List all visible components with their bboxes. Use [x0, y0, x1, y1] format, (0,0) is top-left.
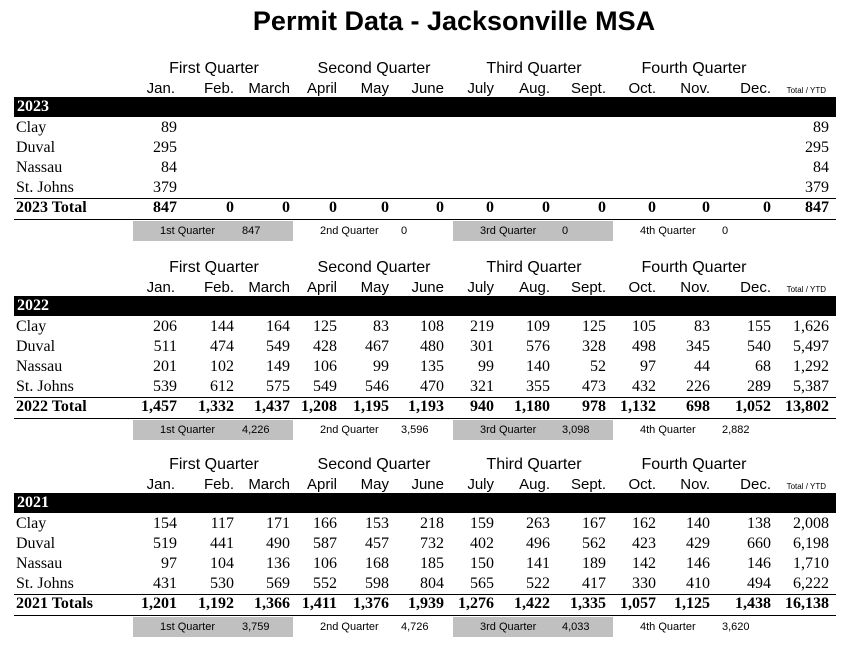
table-row [14, 318, 836, 338]
quarter-header: Second Quarter [317, 259, 431, 276]
month-header: Nov. [680, 476, 710, 493]
ytd-value: 84 [813, 159, 829, 176]
year-block-2022 [0, 259, 850, 459]
month-header: May [360, 279, 389, 296]
cell-value: 138 [747, 515, 771, 532]
quarter-summary-value: 0 [401, 225, 408, 237]
cell-value: 428 [313, 338, 337, 355]
quarter-summary [133, 221, 293, 241]
cell-value: 321 [470, 378, 494, 395]
quarter-summary-label: 2nd Quarter [320, 424, 379, 436]
cell-value: 0 [542, 199, 550, 216]
ytd-value: 1,710 [793, 555, 829, 572]
cell-value: 155 [747, 318, 771, 335]
quarter-summary [613, 221, 773, 241]
cell-value: 97 [640, 358, 656, 375]
cell-value: 52 [590, 358, 606, 375]
quarter-summary-value: 847 [242, 225, 261, 237]
cell-value: 0 [381, 199, 389, 216]
month-header: Oct. [628, 476, 656, 493]
cell-value: 83 [373, 318, 389, 335]
cell-value: 1,057 [620, 595, 656, 612]
cell-value: 519 [153, 535, 177, 552]
cell-value: 549 [266, 338, 290, 355]
cell-value: 1,201 [141, 595, 177, 612]
year-bar [14, 493, 836, 513]
month-header: Feb. [203, 279, 234, 296]
quarter-summary [453, 221, 613, 241]
quarter-summary [293, 221, 453, 241]
month-header: April [306, 80, 337, 97]
total-row [14, 595, 836, 615]
page-title: Permit Data - Jacksonville MSA [252, 6, 656, 36]
ytd-value: 13,802 [785, 398, 829, 415]
cell-value: 1,132 [620, 398, 656, 415]
cell-value: 83 [694, 318, 710, 335]
cell-value: 732 [420, 535, 444, 552]
cell-value: 109 [526, 318, 550, 335]
cell-value: 97 [161, 555, 177, 572]
cell-value: 104 [210, 555, 234, 572]
ytd-header: Total / YTD [786, 86, 826, 95]
cell-value: 219 [470, 318, 494, 335]
quarter-header: First Quarter [169, 259, 259, 276]
cell-value: 108 [420, 318, 444, 335]
cell-value: 0 [598, 199, 606, 216]
ytd-value: 6,222 [793, 575, 829, 592]
quarter-summary [613, 617, 773, 637]
cell-value: 473 [582, 378, 606, 395]
table-row [14, 119, 836, 139]
quarter-header: Fourth Quarter [641, 60, 747, 77]
table-row [14, 139, 836, 159]
cell-value: 0 [702, 199, 710, 216]
ytd-header: Total / YTD [786, 482, 826, 491]
month-header: Oct. [628, 279, 656, 296]
cell-value: 146 [686, 555, 710, 572]
quarter-header: Third Quarter [486, 60, 582, 77]
cell-value: 1,335 [570, 595, 606, 612]
cell-value: 549 [313, 378, 337, 395]
ytd-value: 16,138 [785, 595, 829, 612]
bottom-rule [14, 219, 836, 220]
quarter-header: Second Quarter [317, 60, 431, 77]
cell-value: 480 [420, 338, 444, 355]
cell-value: 1,411 [301, 595, 337, 612]
quarter-summary-value: 0 [562, 225, 569, 237]
cell-value: 201 [153, 358, 177, 375]
row-label: 2021 Totals [16, 595, 93, 612]
cell-value: 154 [153, 515, 177, 532]
cell-value: 1,366 [254, 595, 290, 612]
cell-value: 140 [526, 358, 550, 375]
quarter-header: First Quarter [169, 60, 259, 77]
cell-value: 206 [153, 318, 177, 335]
month-header: Jan. [146, 476, 175, 493]
year-block-2023 [0, 60, 850, 260]
row-label: Nassau [16, 555, 63, 572]
month-header: Aug. [519, 476, 550, 493]
cell-value: 144 [210, 318, 234, 335]
cell-value: 105 [632, 318, 656, 335]
row-label: 2023 Total [16, 199, 87, 216]
cell-value: 289 [747, 378, 771, 395]
cell-value: 295 [153, 139, 177, 156]
cell-value: 417 [582, 575, 606, 592]
cell-value: 167 [582, 515, 606, 532]
ytd-value: 1,626 [793, 318, 829, 335]
cell-value: 470 [420, 378, 444, 395]
cell-value: 355 [526, 378, 550, 395]
quarter-header: Fourth Quarter [641, 259, 747, 276]
cell-value: 522 [526, 575, 550, 592]
cell-value: 0 [648, 199, 656, 216]
table-row [14, 159, 836, 179]
cell-value: 539 [153, 378, 177, 395]
table-row [14, 358, 836, 378]
ytd-value: 379 [805, 179, 829, 196]
table-row [14, 535, 836, 555]
cell-value: 432 [632, 378, 656, 395]
month-header: Oct. [628, 80, 656, 97]
year-bar [14, 296, 836, 316]
month-header: Feb. [203, 80, 234, 97]
cell-value: 698 [686, 398, 710, 415]
cell-value: 263 [526, 515, 550, 532]
year-bar [14, 97, 836, 117]
cell-value: 102 [210, 358, 234, 375]
quarter-summary [453, 617, 613, 637]
month-header: May [360, 80, 389, 97]
row-label: Duval [16, 338, 56, 355]
month-header: March [248, 279, 290, 296]
cell-value: 441 [210, 535, 234, 552]
cell-value: 106 [313, 555, 337, 572]
ytd-value: 5,387 [793, 378, 829, 395]
bottom-rule [14, 418, 836, 419]
month-header: March [248, 476, 290, 493]
cell-value: 301 [470, 338, 494, 355]
cell-value: 552 [313, 575, 337, 592]
quarter-summary-value: 3,596 [401, 424, 429, 436]
cell-value: 345 [686, 338, 710, 355]
quarter-summary-value: 3,620 [722, 621, 750, 633]
cell-value: 660 [747, 535, 771, 552]
cell-value: 125 [313, 318, 337, 335]
table-row [14, 515, 836, 535]
cell-value: 150 [470, 555, 494, 572]
month-header: Dec. [740, 80, 771, 97]
ytd-value: 5,497 [793, 338, 829, 355]
month-header: April [306, 476, 337, 493]
cell-value: 498 [632, 338, 656, 355]
cell-value: 166 [313, 515, 337, 532]
quarter-summary-label: 2nd Quarter [320, 225, 379, 237]
month-header: April [306, 279, 337, 296]
quarter-summary-label: 1st Quarter [160, 424, 216, 436]
cell-value: 940 [470, 398, 494, 415]
cell-value: 226 [686, 378, 710, 395]
month-header: Aug. [519, 80, 550, 97]
quarter-summary-value: 3,759 [242, 621, 270, 633]
month-header: Aug. [519, 279, 550, 296]
cell-value: 587 [313, 535, 337, 552]
cell-value: 1,438 [735, 595, 771, 612]
cell-value: 164 [266, 318, 290, 335]
cell-value: 565 [470, 575, 494, 592]
quarter-summary-value: 4,033 [562, 621, 590, 633]
cell-value: 612 [210, 378, 234, 395]
cell-value: 99 [373, 358, 389, 375]
cell-value: 1,276 [458, 595, 494, 612]
cell-value: 0 [282, 199, 290, 216]
cell-value: 569 [266, 575, 290, 592]
cell-value: 125 [582, 318, 606, 335]
cell-value: 89 [161, 119, 177, 136]
month-header: July [467, 279, 494, 296]
cell-value: 162 [632, 515, 656, 532]
ytd-value: 6,198 [793, 535, 829, 552]
cell-value: 423 [632, 535, 656, 552]
cell-value: 0 [226, 199, 234, 216]
ytd-value: 1,292 [793, 358, 829, 375]
cell-value: 546 [365, 378, 389, 395]
quarter-header: Second Quarter [317, 456, 431, 473]
cell-value: 135 [420, 358, 444, 375]
ytd-header: Total / YTD [786, 285, 826, 294]
row-label: Duval [16, 535, 56, 552]
quarter-summary-label: 3rd Quarter [480, 424, 537, 436]
cell-value: 146 [747, 555, 771, 572]
total-row [14, 398, 836, 418]
ytd-value: 89 [813, 119, 829, 136]
row-label: St. Johns [16, 378, 74, 395]
cell-value: 575 [266, 378, 290, 395]
quarter-summary-label: 4th Quarter [640, 621, 696, 633]
cell-value: 474 [210, 338, 234, 355]
ytd-value: 2,008 [793, 515, 829, 532]
month-header: July [467, 476, 494, 493]
month-header: June [411, 476, 444, 493]
month-header: Sept. [570, 279, 606, 296]
cell-value: 1,208 [301, 398, 337, 415]
quarter-summary [293, 420, 453, 440]
cell-value: 153 [365, 515, 389, 532]
month-header: Nov. [680, 80, 710, 97]
quarter-summary [453, 420, 613, 440]
row-label: Clay [16, 515, 47, 532]
cell-value: 562 [582, 535, 606, 552]
cell-value: 379 [153, 179, 177, 196]
ytd-value: 847 [805, 199, 829, 216]
bottom-rule [14, 615, 836, 616]
cell-value: 494 [747, 575, 771, 592]
cell-value: 490 [266, 535, 290, 552]
cell-value: 1,437 [254, 398, 290, 415]
month-header: Feb. [203, 476, 234, 493]
row-label: 2022 Total [16, 398, 87, 415]
cell-value: 0 [486, 199, 494, 216]
cell-value: 1,125 [674, 595, 710, 612]
month-header: Jan. [146, 80, 175, 97]
cell-value: 1,052 [735, 398, 771, 415]
month-header: June [411, 80, 444, 97]
row-label: Clay [16, 119, 47, 136]
quarter-summary [293, 617, 453, 637]
cell-value: 44 [694, 358, 710, 375]
cell-value: 467 [365, 338, 389, 355]
cell-value: 1,422 [514, 595, 550, 612]
quarter-summary-label: 1st Quarter [160, 621, 216, 633]
quarter-summary-label: 3rd Quarter [480, 225, 537, 237]
cell-value: 0 [436, 199, 444, 216]
quarter-header: First Quarter [169, 456, 259, 473]
month-header: Nov. [680, 279, 710, 296]
quarter-summary-label: 4th Quarter [640, 424, 696, 436]
cell-value: 1,376 [353, 595, 389, 612]
cell-value: 0 [329, 199, 337, 216]
cell-value: 185 [420, 555, 444, 572]
cell-value: 140 [686, 515, 710, 532]
quarter-header: Third Quarter [486, 456, 582, 473]
cell-value: 328 [582, 338, 606, 355]
month-header: June [411, 279, 444, 296]
quarter-header: Third Quarter [486, 259, 582, 276]
cell-value: 1,939 [408, 595, 444, 612]
cell-value: 431 [153, 575, 177, 592]
cell-value: 68 [755, 358, 771, 375]
cell-value: 141 [526, 555, 550, 572]
quarter-summary-value: 4,726 [401, 621, 429, 633]
quarter-summary-value: 3,098 [562, 424, 590, 436]
cell-value: 530 [210, 575, 234, 592]
cell-value: 410 [686, 575, 710, 592]
month-header: Dec. [740, 279, 771, 296]
cell-value: 149 [266, 358, 290, 375]
cell-value: 576 [526, 338, 550, 355]
month-header: Sept. [570, 80, 606, 97]
quarter-summary [133, 420, 293, 440]
month-header: Jan. [146, 279, 175, 296]
quarter-summary-value: 2,882 [722, 424, 750, 436]
quarter-summary-label: 1st Quarter [160, 225, 216, 237]
cell-value: 804 [420, 575, 444, 592]
cell-value: 540 [747, 338, 771, 355]
cell-value: 1,192 [198, 595, 234, 612]
quarter-summary-value: 4,226 [242, 424, 270, 436]
cell-value: 136 [266, 555, 290, 572]
cell-value: 171 [266, 515, 290, 532]
quarter-summary-label: 4th Quarter [640, 225, 696, 237]
row-label: Nassau [16, 358, 63, 375]
cell-value: 0 [763, 199, 771, 216]
total-row [14, 199, 836, 219]
table-row [14, 179, 836, 199]
cell-value: 511 [153, 338, 177, 355]
cell-value: 330 [632, 575, 656, 592]
year-label: 2021 [17, 494, 49, 511]
cell-value: 496 [526, 535, 550, 552]
row-label: Duval [16, 139, 56, 156]
cell-value: 189 [582, 555, 606, 572]
cell-value: 106 [313, 358, 337, 375]
cell-value: 159 [470, 515, 494, 532]
cell-value: 598 [365, 575, 389, 592]
month-header: May [360, 476, 389, 493]
cell-value: 142 [632, 555, 656, 572]
row-label: Clay [16, 318, 47, 335]
quarter-header: Fourth Quarter [641, 456, 747, 473]
cell-value: 978 [582, 398, 606, 415]
cell-value: 117 [210, 515, 234, 532]
cell-value: 218 [420, 515, 444, 532]
quarter-summary [133, 617, 293, 637]
cell-value: 1,180 [514, 398, 550, 415]
cell-value: 457 [365, 535, 389, 552]
month-header: Sept. [570, 476, 606, 493]
month-header: July [467, 80, 494, 97]
table-row [14, 378, 836, 398]
cell-value: 99 [478, 358, 494, 375]
table-row [14, 575, 836, 595]
cell-value: 1,193 [408, 398, 444, 415]
year-label: 2022 [17, 297, 49, 314]
cell-value: 847 [153, 199, 177, 216]
year-label: 2023 [17, 98, 49, 115]
row-label: Nassau [16, 159, 63, 176]
table-row [14, 338, 836, 358]
quarter-summary-value: 0 [722, 225, 729, 237]
row-label: St. Johns [16, 179, 74, 196]
cell-value: 1,195 [353, 398, 389, 415]
quarter-summary [613, 420, 773, 440]
cell-value: 84 [161, 159, 177, 176]
cell-value: 429 [686, 535, 710, 552]
cell-value: 1,332 [198, 398, 234, 415]
row-label: St. Johns [16, 575, 74, 592]
cell-value: 402 [470, 535, 494, 552]
ytd-value: 295 [805, 139, 829, 156]
month-header: March [248, 80, 290, 97]
cell-value: 1,457 [141, 398, 177, 415]
quarter-summary-label: 2nd Quarter [320, 621, 379, 633]
month-header: Dec. [740, 476, 771, 493]
quarter-summary-label: 3rd Quarter [480, 621, 537, 633]
table-row [14, 555, 836, 575]
cell-value: 168 [365, 555, 389, 572]
year-block-2021 [0, 456, 850, 656]
